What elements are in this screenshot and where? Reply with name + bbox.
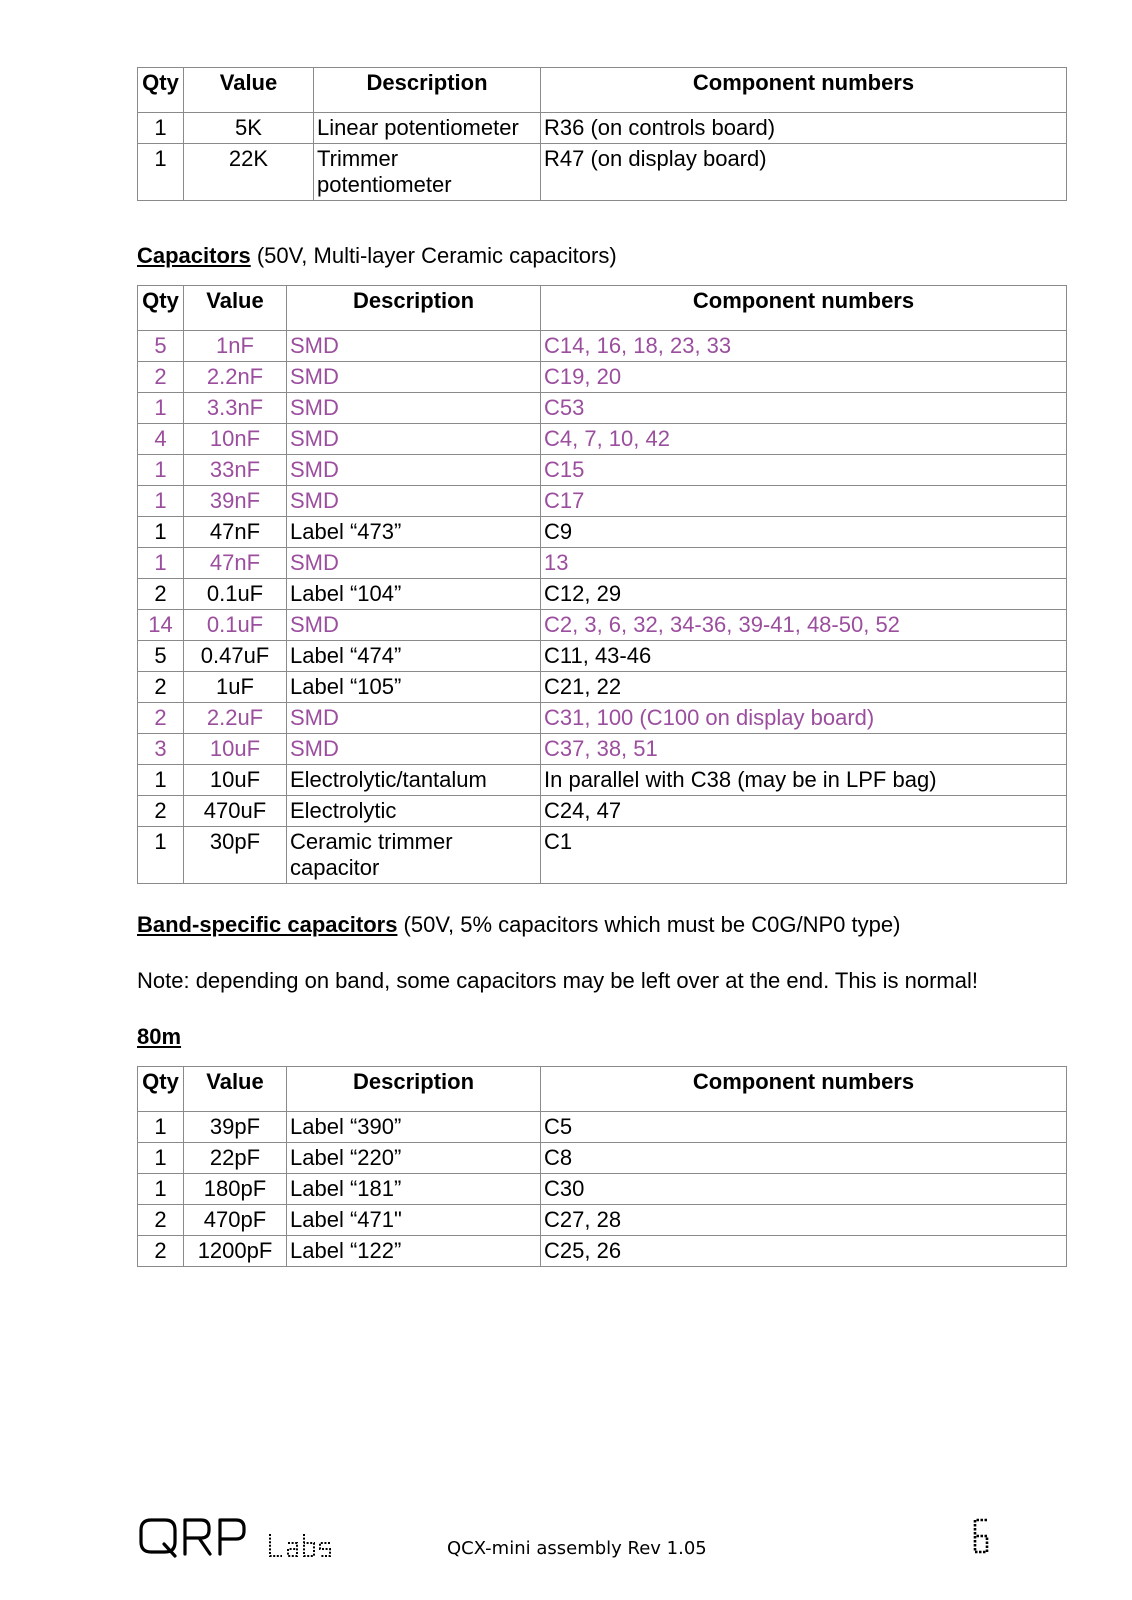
cell-qty: 2 <box>138 672 184 703</box>
cell-component-numbers: C30 <box>541 1174 1067 1205</box>
capacitors-heading <box>137 243 1067 269</box>
cell-description: SMD <box>287 486 541 517</box>
cell-qty: 1 <box>138 113 184 144</box>
table-row <box>138 455 1067 486</box>
band-80m-title: 80m <box>137 1024 182 1049</box>
cell-description: Label “471" <box>287 1205 541 1236</box>
col-header-component-numbers: Component numbers <box>541 1067 1067 1112</box>
cell-qty: 5 <box>138 331 184 362</box>
cell-description: SMD <box>287 548 541 579</box>
cell-value: 10uF <box>184 734 287 765</box>
cell-component-numbers: C37, 38, 51 <box>541 734 1067 765</box>
page-number <box>967 1516 995 1556</box>
table-row <box>138 827 1067 884</box>
cell-value: 22K <box>184 144 314 201</box>
table-header-row <box>138 68 1067 113</box>
col-header-description: Description <box>314 68 541 113</box>
table-row <box>138 1236 1067 1267</box>
table-row <box>138 548 1067 579</box>
cell-component-numbers: C9 <box>541 517 1067 548</box>
cell-description: Label “104” <box>287 579 541 610</box>
cell-value: 10nF <box>184 424 287 455</box>
cell-value: 470uF <box>184 796 287 827</box>
cell-component-numbers: C5 <box>541 1112 1067 1143</box>
table-row <box>138 144 1067 201</box>
cell-component-numbers: In parallel with C38 (may be in LPF bag) <box>541 765 1067 796</box>
col-header-qty: Qty <box>138 286 184 331</box>
cell-component-numbers: C8 <box>541 1143 1067 1174</box>
cell-qty: 2 <box>138 362 184 393</box>
potentiometer-table <box>137 67 1067 201</box>
cell-qty: 1 <box>138 144 184 201</box>
table-row <box>138 641 1067 672</box>
cell-component-numbers: C53 <box>541 393 1067 424</box>
cell-qty: 2 <box>138 796 184 827</box>
table-row <box>138 610 1067 641</box>
band-note: Note: depending on band, some capacitors may be left over at the end. This is normal! <box>137 968 978 993</box>
cell-component-numbers: C21, 22 <box>541 672 1067 703</box>
cell-qty: 1 <box>138 1112 184 1143</box>
band-specific-subtitle: (50V, 5% capacitors which must be C0G/NP0 type) <box>397 912 901 937</box>
cell-value: 180pF <box>184 1174 287 1205</box>
table-row <box>138 113 1067 144</box>
cell-value: 5K <box>184 113 314 144</box>
cell-description: Label “474” <box>287 641 541 672</box>
cell-component-numbers: C11, 43-46 <box>541 641 1067 672</box>
cell-description: Label “181” <box>287 1174 541 1205</box>
table-header-row <box>138 286 1067 331</box>
cell-value: 3.3nF <box>184 393 287 424</box>
cell-component-numbers: C27, 28 <box>541 1205 1067 1236</box>
cell-description: Label “390” <box>287 1112 541 1143</box>
cell-component-numbers: C15 <box>541 455 1067 486</box>
cell-qty: 1 <box>138 1143 184 1174</box>
table-row <box>138 331 1067 362</box>
cell-qty: 5 <box>138 641 184 672</box>
cell-component-numbers: C4, 7, 10, 42 <box>541 424 1067 455</box>
cell-description: SMD <box>287 734 541 765</box>
cell-value: 22pF <box>184 1143 287 1174</box>
cell-qty: 4 <box>138 424 184 455</box>
cell-description: Label “105” <box>287 672 541 703</box>
cell-qty: 1 <box>138 827 184 884</box>
cell-qty: 1 <box>138 765 184 796</box>
table-row <box>138 1174 1067 1205</box>
table-row <box>138 765 1067 796</box>
table-row <box>138 1143 1067 1174</box>
table-header-row <box>138 1067 1067 1112</box>
cell-component-numbers: R47 (on display board) <box>541 144 1067 201</box>
cell-qty: 1 <box>138 548 184 579</box>
cell-component-numbers: C31, 100 (C100 on display board) <box>541 703 1067 734</box>
band-specific-title: Band-specific capacitors <box>137 912 398 937</box>
cell-description: Label “473” <box>287 517 541 548</box>
cell-qty: 1 <box>138 1174 184 1205</box>
col-header-description: Description <box>287 286 541 331</box>
cell-value: 0.1uF <box>184 610 287 641</box>
cell-description: SMD <box>287 331 541 362</box>
cell-qty: 1 <box>138 517 184 548</box>
col-header-qty: Qty <box>138 68 184 113</box>
cell-value: 33nF <box>184 455 287 486</box>
cell-component-numbers: 13 <box>541 548 1067 579</box>
table-row <box>138 517 1067 548</box>
cell-description: Electrolytic/tantalum <box>287 765 541 796</box>
cell-value: 39nF <box>184 486 287 517</box>
cell-qty: 2 <box>138 1205 184 1236</box>
band-80m-table-body <box>138 1112 1067 1267</box>
cell-qty: 2 <box>138 579 184 610</box>
cell-qty: 1 <box>138 393 184 424</box>
cell-value: 1200pF <box>184 1236 287 1267</box>
table-row <box>138 1112 1067 1143</box>
cell-value: 47nF <box>184 517 287 548</box>
cell-component-numbers: C1 <box>541 827 1067 884</box>
cell-component-numbers: C24, 47 <box>541 796 1067 827</box>
cell-qty: 3 <box>138 734 184 765</box>
page-footer <box>137 1516 1007 1564</box>
cell-value: 2.2uF <box>184 703 287 734</box>
col-header-qty: Qty <box>138 1067 184 1112</box>
cell-component-numbers: C12, 29 <box>541 579 1067 610</box>
cell-description: SMD <box>287 610 541 641</box>
cell-qty: 14 <box>138 610 184 641</box>
cell-value: 0.1uF <box>184 579 287 610</box>
qrp-labs-logo <box>137 1516 357 1564</box>
table-row <box>138 579 1067 610</box>
cell-qty: 1 <box>138 455 184 486</box>
cell-value: 30pF <box>184 827 287 884</box>
band-80m-heading <box>137 1024 1067 1050</box>
cell-qty: 2 <box>138 1236 184 1267</box>
cell-description: Electrolytic <box>287 796 541 827</box>
cell-value: 0.47uF <box>184 641 287 672</box>
cell-component-numbers: C14, 16, 18, 23, 33 <box>541 331 1067 362</box>
table-row <box>138 796 1067 827</box>
cell-value: 10uF <box>184 765 287 796</box>
capacitors-subtitle: (50V, Multi-layer Ceramic capacitors) <box>250 243 617 268</box>
capacitors-title: Capacitors <box>137 243 251 268</box>
band-80m-table <box>137 1066 1067 1267</box>
cell-description: SMD <box>287 703 541 734</box>
col-header-value: Value <box>184 68 314 113</box>
cell-description: Ceramic trimmer capacitor <box>287 827 541 884</box>
cell-component-numbers: C17 <box>541 486 1067 517</box>
col-header-component-numbers: Component numbers <box>541 68 1067 113</box>
table-row <box>138 703 1067 734</box>
table-row <box>138 1205 1067 1236</box>
table-row <box>138 734 1067 765</box>
cell-value: 470pF <box>184 1205 287 1236</box>
band-specific-heading <box>137 912 1067 938</box>
table-row <box>138 393 1067 424</box>
table-row <box>138 424 1067 455</box>
cell-qty: 1 <box>138 486 184 517</box>
cell-value: 1uF <box>184 672 287 703</box>
cell-qty: 2 <box>138 703 184 734</box>
col-header-description: Description <box>287 1067 541 1112</box>
cell-component-numbers: C2, 3, 6, 32, 34-36, 39-41, 48-50, 52 <box>541 610 1067 641</box>
table-row <box>138 362 1067 393</box>
cell-description: SMD <box>287 362 541 393</box>
col-header-value: Value <box>184 286 287 331</box>
cell-description: Label “122” <box>287 1236 541 1267</box>
cell-description: Linear potentiometer <box>314 113 541 144</box>
cell-description: SMD <box>287 424 541 455</box>
cell-value: 1nF <box>184 331 287 362</box>
cell-value: 2.2nF <box>184 362 287 393</box>
cell-component-numbers: R36 (on controls board) <box>541 113 1067 144</box>
page-content <box>137 67 1067 1267</box>
cell-value: 47nF <box>184 548 287 579</box>
cell-component-numbers: C19, 20 <box>541 362 1067 393</box>
document-title: QCX-mini assembly Rev 1.05 <box>447 1538 707 1559</box>
cell-description: SMD <box>287 393 541 424</box>
cell-description: Trimmer potentiometer <box>314 144 541 201</box>
capacitors-table <box>137 285 1067 884</box>
table-row <box>138 672 1067 703</box>
col-header-component-numbers: Component numbers <box>541 286 1067 331</box>
col-header-value: Value <box>184 1067 287 1112</box>
cell-component-numbers: C25, 26 <box>541 1236 1067 1267</box>
cell-description: SMD <box>287 455 541 486</box>
cell-description: Label “220” <box>287 1143 541 1174</box>
table-row <box>138 486 1067 517</box>
capacitors-table-body <box>138 331 1067 884</box>
cell-value: 39pF <box>184 1112 287 1143</box>
